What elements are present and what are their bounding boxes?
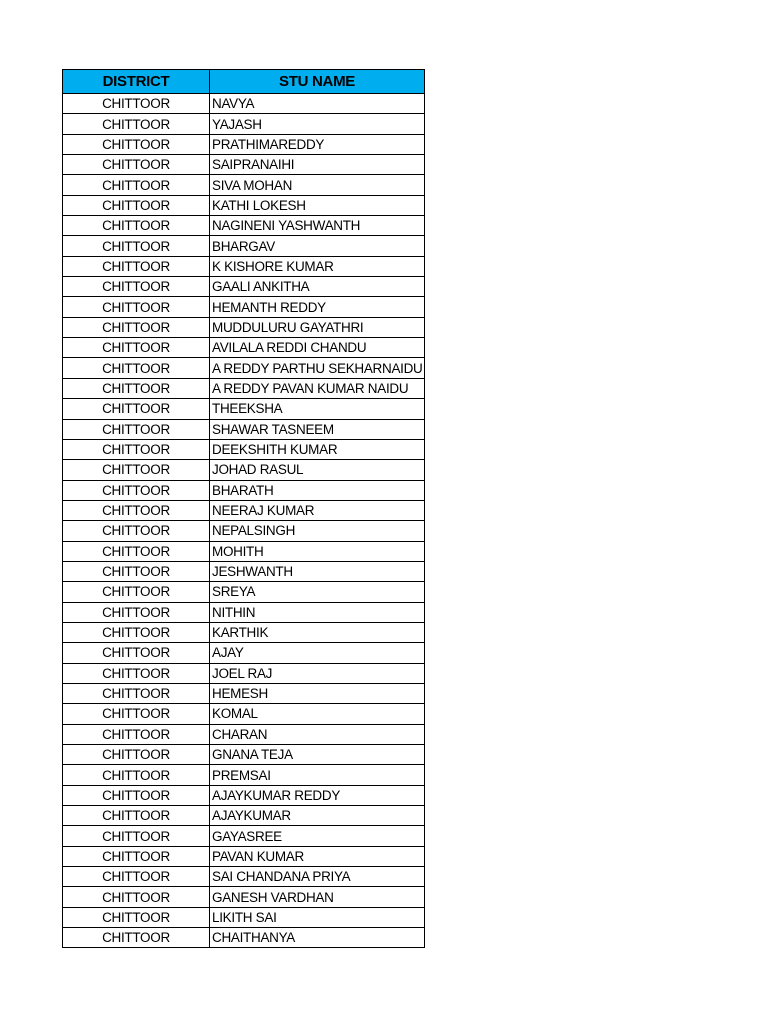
student-name-cell: JESHWANTH [210, 561, 425, 581]
district-cell: CHITTOOR [63, 399, 210, 419]
table-row [63, 785, 425, 805]
district-cell: CHITTOOR [63, 602, 210, 622]
student-name-cell: JOEL RAJ [210, 663, 425, 683]
district-cell: CHITTOOR [63, 683, 210, 703]
student-name-cell: AVILALA REDDI CHANDU [210, 338, 425, 358]
table-row [63, 745, 425, 765]
table-row [63, 907, 425, 927]
table-row [63, 277, 425, 297]
table-row [63, 541, 425, 561]
table-row [63, 724, 425, 744]
student-name-cell: NAVYA [210, 94, 425, 114]
student-name-cell: HEMESH [210, 683, 425, 703]
student-name-cell: DEEKSHITH KUMAR [210, 439, 425, 459]
student-name-cell: NEPALSINGH [210, 521, 425, 541]
table-row [63, 338, 425, 358]
district-cell: CHITTOOR [63, 561, 210, 581]
table-row [63, 460, 425, 480]
district-cell: CHITTOOR [63, 826, 210, 846]
table-row [63, 765, 425, 785]
district-cell: CHITTOOR [63, 155, 210, 175]
student-name-cell: GAALI ANKITHA [210, 277, 425, 297]
student-name-cell: MUDDULURU GAYATHRI [210, 317, 425, 337]
student-name-cell: A REDDY PARTHU SEKHARNAIDU [210, 358, 425, 378]
district-cell: CHITTOOR [63, 765, 210, 785]
student-name-cell: BHARGAV [210, 236, 425, 256]
table-row [63, 561, 425, 581]
table-row [63, 928, 425, 948]
student-name-cell: GANESH VARDHAN [210, 887, 425, 907]
district-cell: CHITTOOR [63, 643, 210, 663]
student-name-cell: PAVAN KUMAR [210, 846, 425, 866]
student-name-cell: MOHITH [210, 541, 425, 561]
table-row [63, 887, 425, 907]
student-name-cell: CHARAN [210, 724, 425, 744]
student-name-cell: PRATHIMAREDDY [210, 134, 425, 154]
student-name-cell: NEERAJ KUMAR [210, 500, 425, 520]
district-cell: CHITTOOR [63, 704, 210, 724]
district-cell: CHITTOOR [63, 460, 210, 480]
student-name-cell: LIKITH SAI [210, 907, 425, 927]
student-name-cell: K KISHORE KUMAR [210, 256, 425, 276]
table-row [63, 195, 425, 215]
district-cell: CHITTOOR [63, 216, 210, 236]
district-cell: CHITTOOR [63, 622, 210, 642]
district-cell: CHITTOOR [63, 439, 210, 459]
table-row [63, 94, 425, 114]
table-row [63, 806, 425, 826]
district-cell: CHITTOOR [63, 378, 210, 398]
table-row [63, 643, 425, 663]
district-cell: CHITTOOR [63, 358, 210, 378]
district-cell: CHITTOOR [63, 114, 210, 134]
district-cell: CHITTOOR [63, 907, 210, 927]
district-cell: CHITTOOR [63, 134, 210, 154]
district-cell: CHITTOOR [63, 724, 210, 744]
student-name-cell: KARTHIK [210, 622, 425, 642]
district-cell: CHITTOOR [63, 94, 210, 114]
table-row [63, 439, 425, 459]
table-row [63, 846, 425, 866]
district-cell: CHITTOOR [63, 785, 210, 805]
district-cell: CHITTOOR [63, 867, 210, 887]
district-cell: CHITTOOR [63, 236, 210, 256]
student-name-cell: NITHIN [210, 602, 425, 622]
table-row [63, 826, 425, 846]
table-row [63, 317, 425, 337]
student-name-cell: CHAITHANYA [210, 928, 425, 948]
table-row [63, 134, 425, 154]
district-cell: CHITTOOR [63, 277, 210, 297]
table-row [63, 683, 425, 703]
district-cell: CHITTOOR [63, 500, 210, 520]
district-cell: CHITTOOR [63, 419, 210, 439]
student-name-cell: JOHAD RASUL [210, 460, 425, 480]
district-cell: CHITTOOR [63, 663, 210, 683]
district-cell: CHITTOOR [63, 887, 210, 907]
student-name-cell: GAYASREE [210, 826, 425, 846]
student-name-cell: AJAYKUMAR [210, 806, 425, 826]
student-sheet [62, 69, 425, 948]
table-body [63, 94, 425, 948]
student-name-cell: KATHI LOKESH [210, 195, 425, 215]
table-row [63, 582, 425, 602]
table-row [63, 622, 425, 642]
student-name-cell: AJAY [210, 643, 425, 663]
district-cell: CHITTOOR [63, 297, 210, 317]
district-cell: CHITTOOR [63, 338, 210, 358]
student-name-cell: BHARATH [210, 480, 425, 500]
table-row [63, 602, 425, 622]
table-row [63, 399, 425, 419]
district-cell: CHITTOOR [63, 256, 210, 276]
table-header-row [63, 70, 425, 94]
table-row [63, 114, 425, 134]
district-cell: CHITTOOR [63, 541, 210, 561]
district-cell: CHITTOOR [63, 317, 210, 337]
student-name-cell: AJAYKUMAR REDDY [210, 785, 425, 805]
student-name-cell: SIVA MOHAN [210, 175, 425, 195]
student-name-cell: YAJASH [210, 114, 425, 134]
district-cell: CHITTOOR [63, 521, 210, 541]
district-cell: CHITTOOR [63, 806, 210, 826]
student-name-cell: SAI CHANDANA PRIYA [210, 867, 425, 887]
district-cell: CHITTOOR [63, 175, 210, 195]
student-name-cell: HEMANTH REDDY [210, 297, 425, 317]
table-row [63, 358, 425, 378]
student-name-cell: THEEKSHA [210, 399, 425, 419]
table-row [63, 175, 425, 195]
table-row [63, 155, 425, 175]
district-column-header: DISTRICT [63, 70, 210, 94]
student-name-cell: A REDDY PAVAN KUMAR NAIDU [210, 378, 425, 398]
table-row [63, 480, 425, 500]
table-row [63, 378, 425, 398]
table-row [63, 216, 425, 236]
table-row [63, 500, 425, 520]
table-row [63, 419, 425, 439]
district-cell: CHITTOOR [63, 928, 210, 948]
student-name-cell: SAIPRANAIHI [210, 155, 425, 175]
table-row [63, 256, 425, 276]
table-row [63, 521, 425, 541]
student-table [62, 69, 425, 948]
table-row [63, 297, 425, 317]
student-name-cell: SREYA [210, 582, 425, 602]
table-row [63, 236, 425, 256]
district-cell: CHITTOOR [63, 195, 210, 215]
district-cell: CHITTOOR [63, 480, 210, 500]
table-row [63, 663, 425, 683]
student-name-cell: NAGINENI YASHWANTH [210, 216, 425, 236]
table-row [63, 867, 425, 887]
district-cell: CHITTOOR [63, 846, 210, 866]
district-cell: CHITTOOR [63, 582, 210, 602]
student-name-cell: GNANA TEJA [210, 745, 425, 765]
student-name-cell: PREMSAI [210, 765, 425, 785]
table-row [63, 704, 425, 724]
district-cell: CHITTOOR [63, 745, 210, 765]
student-name-column-header: STU NAME [210, 70, 425, 94]
student-name-cell: KOMAL [210, 704, 425, 724]
student-name-cell: SHAWAR TASNEEM [210, 419, 425, 439]
